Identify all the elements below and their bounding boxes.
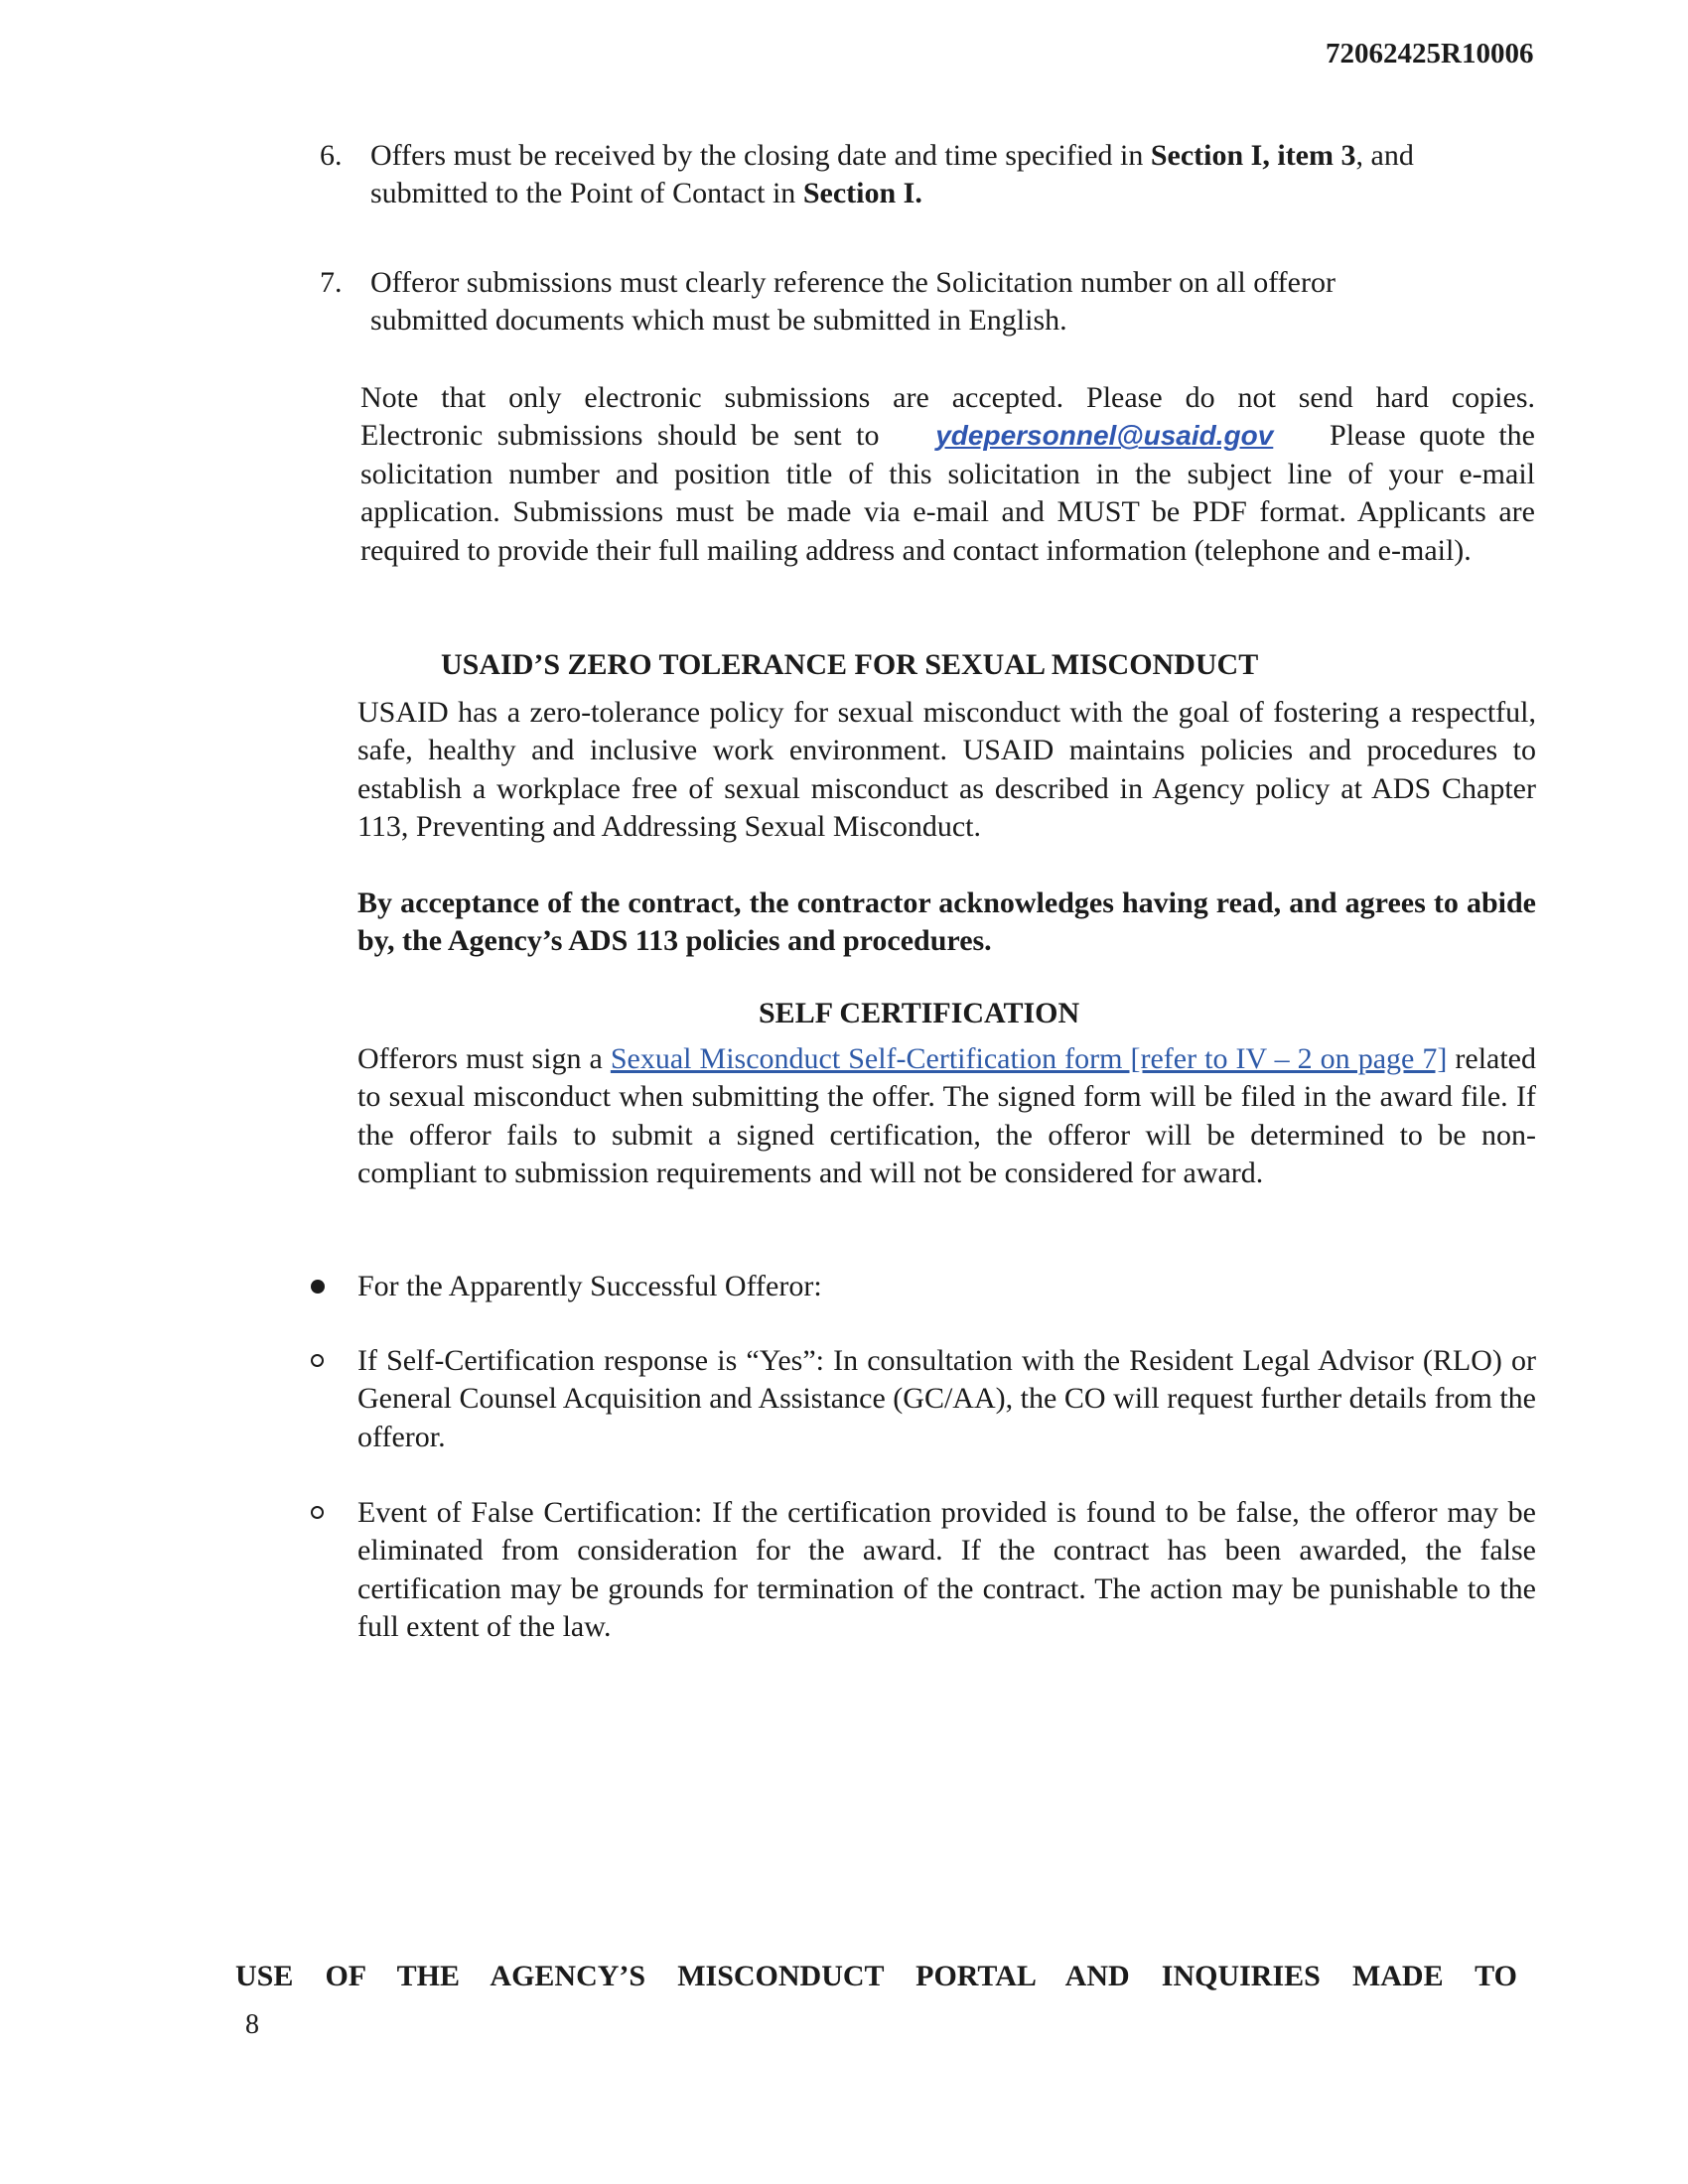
note-line: Note that only electronic submissions are accepted. Please do not send hard copies.	[360, 381, 1535, 414]
note-text: Please quote the	[1330, 419, 1535, 453]
note-body: solicitation number and position title of this solicitation in the subject line of your e-mail application. Submissions must be made via e-mail and MUST be PDF format. Applicants are required to provide their full mailing address and contact information (telephone and e-mail).	[360, 457, 1535, 567]
list-item-line	[370, 137, 1542, 175]
sub-bullet-item	[357, 1342, 1536, 1456]
section-heading-zero-tolerance: USAID’S ZERO TOLERANCE FOR SEXUAL MISCONDUCT	[441, 648, 1259, 681]
self-certification-body	[357, 1040, 1536, 1193]
section-reference: Section I, item 3	[1150, 139, 1356, 172]
list-item-line	[370, 175, 1542, 212]
sub-bullet-text: If Self-Certification response is “Yes”: In consultation with the Resident Legal Advisor (RLO) or General Counsel Acquisition and Assistance (GC/AA), the CO will request further details from the offeror.	[357, 1344, 1536, 1453]
page-number: 8	[245, 2009, 259, 2040]
item-text: , and	[1355, 139, 1414, 172]
sub-bullet-circle-icon	[311, 1354, 324, 1367]
acknowledgement-statement: By acceptance of the contract, the contractor acknowledges having read, and agrees to abide by, the Agency’s ADS 113 policies and procedures.	[357, 886, 1536, 958]
section-heading-misconduct-portal: USE OF THE AGENCY’S MISCONDUCT PORTAL AND INQUIRIES MADE TO	[235, 1960, 1517, 1992]
section-heading-self-certification: SELF CERTIFICATION	[759, 997, 1080, 1029]
certification-paragraph	[357, 1040, 1536, 1193]
sub-bullet-circle-icon	[311, 1506, 324, 1519]
document-number: 72062425R10006	[1326, 38, 1534, 69]
self-certification-form-link[interactable]: Sexual Misconduct Self-Certification form [refer to IV – 2 on page 7]	[610, 1042, 1448, 1075]
item-text: submitted to the Point of Contact in	[370, 177, 803, 209]
policy-paragraph: USAID has a zero-tolerance policy for sexual misconduct with the goal of fostering a respectful, safe, healthy and inclusive work environment. USAID maintains policies and procedures to establish a workplace free of sexual misconduct as described in Agency policy at ADS Chapter 113, Preventing and Addressing Sexual Misconduct.	[357, 696, 1536, 844]
list-number: 7.	[320, 266, 343, 299]
email-link[interactable]: ydepersonnel@usaid.gov	[935, 420, 1274, 452]
zero-tolerance-body	[357, 694, 1536, 960]
paragraph-text: related to sexual misconduct when submitting the offer. The signed form will be filed in the award file. If the offeror fails to submit a signed certification, the offeror will be determined to be non-compliant to submission requirements and will not be considered for award.	[357, 1042, 1536, 1190]
list-item-line: Offeror submissions must clearly reference the Solicitation number on all offeror	[370, 266, 1336, 299]
item-text: Offers must be received by the closing date and time specified in	[370, 139, 1151, 172]
list-number: 6.	[320, 139, 343, 172]
note-email-line	[360, 417, 1535, 455]
section-reference: Section I.	[802, 177, 922, 209]
sub-bullet-text: Event of False Certification: If the certification provided is found to be false, the offeror may be eliminated from consideration for the award. If the contract has been awarded, the false certification may be grounds for termination of the contract. The action may be punishable to the full extent of the law.	[357, 1496, 1536, 1644]
list-item-line: submitted documents which must be submitted in English.	[370, 304, 1067, 337]
paragraph-text: Offerors must sign a	[357, 1042, 611, 1075]
note-text: Electronic submissions should be sent to	[360, 419, 880, 453]
submission-note	[360, 379, 1535, 570]
sub-bullet-item	[357, 1494, 1536, 1647]
bullet-item: For the Apparently Successful Offeror:	[357, 1270, 822, 1302]
bullet-dot-icon	[311, 1280, 325, 1294]
